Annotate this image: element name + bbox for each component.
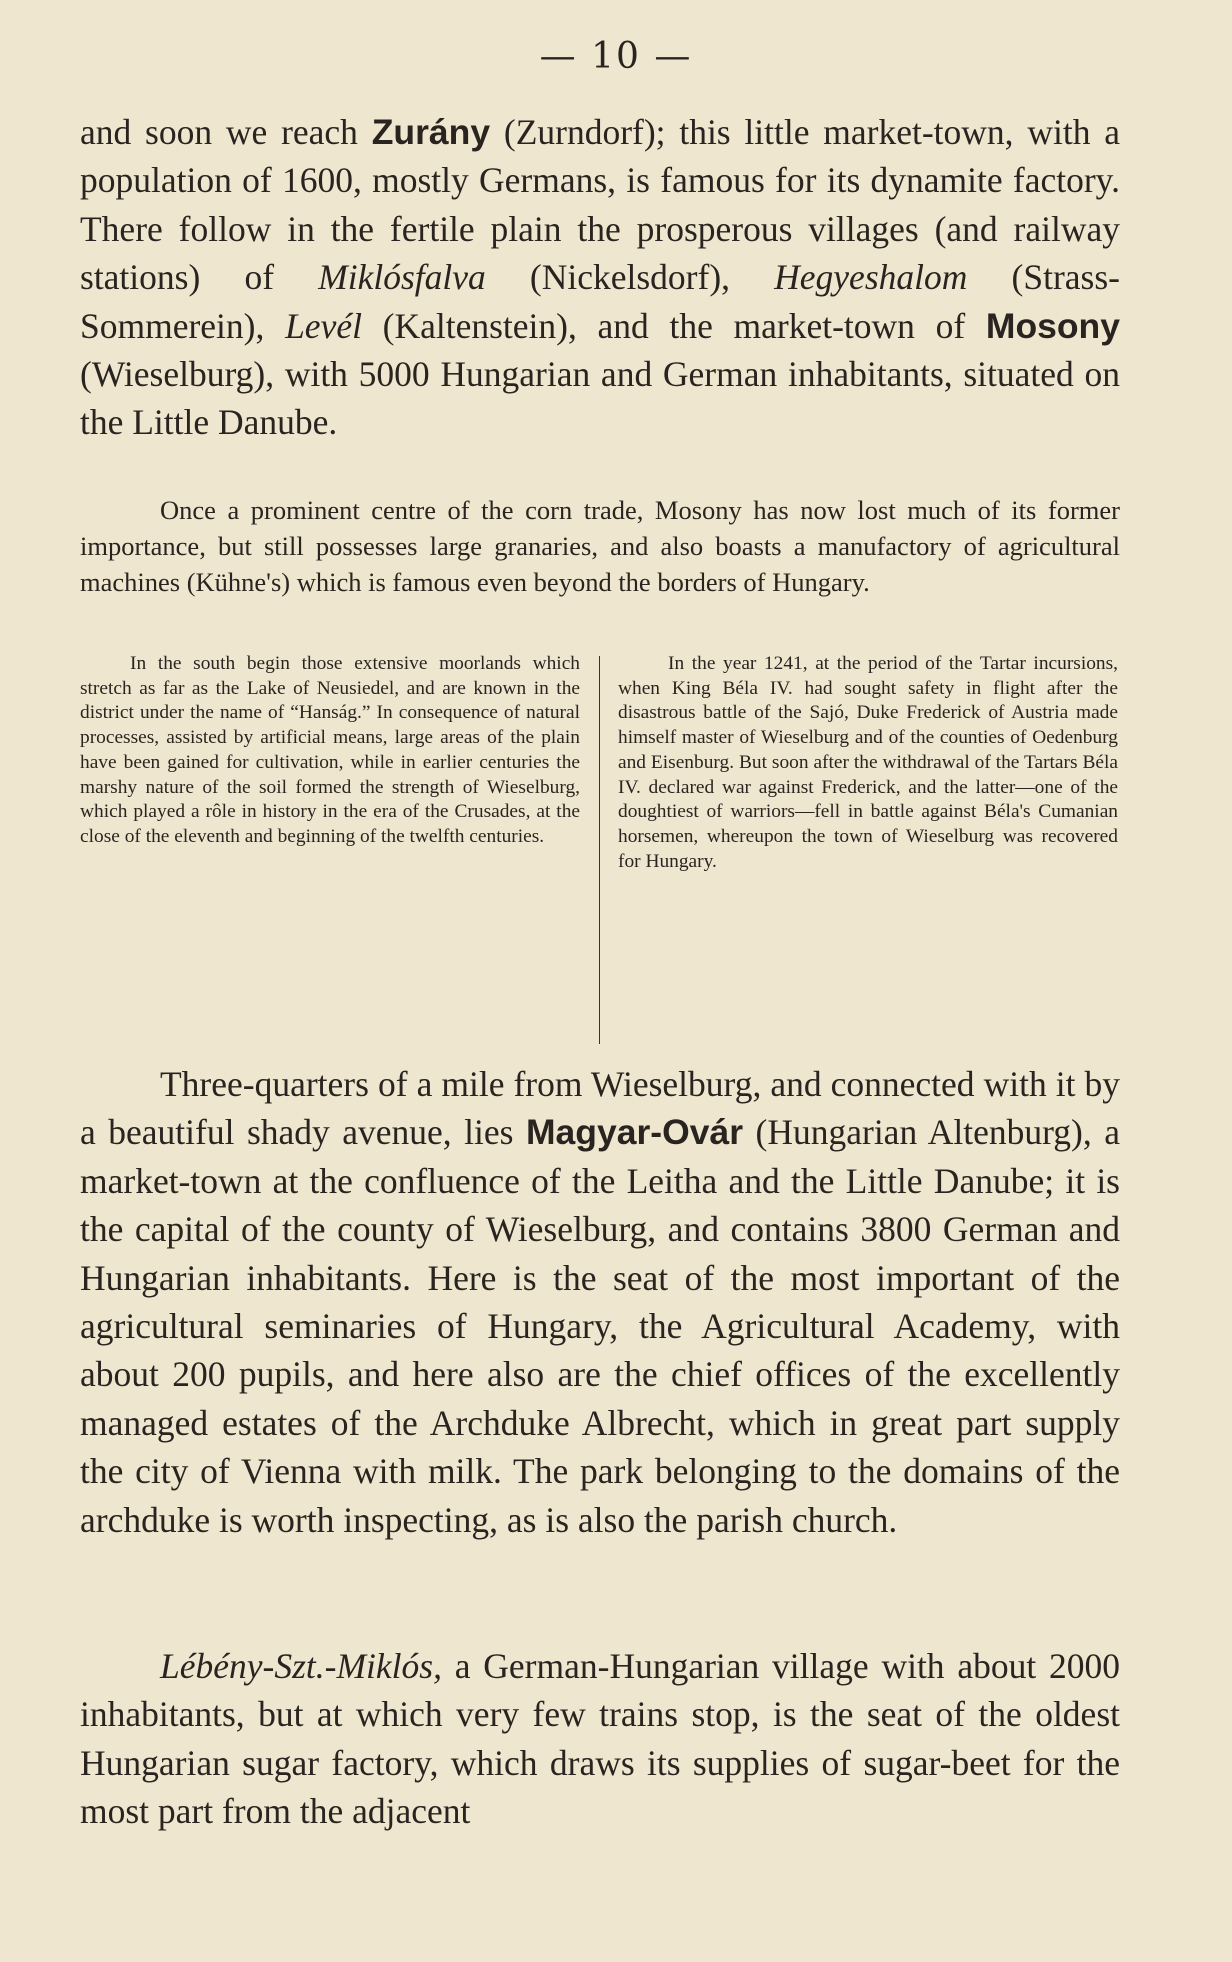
note-left-column — [80, 652, 580, 850]
two-column-notes — [80, 652, 1120, 1048]
note-tartar-incursions: In the year 1241, at the period of the Tartar incursions, when King Béla IV. had sought safety in flight after the disastrous battle of the Sajó, Duke Frederick of Austria made himself master of Wieselburg and of the counties of Oedenburg and Eisenburg. But soon after the withdrawal of the Tartars Béla IV. declared war against Frederick, and the latter—one of the doughtiest of warriors—fell in battle against Béla's Cumanian horsemen, whereupon the town of Wieselburg was recovered for Hungary. — [618, 653, 1118, 872]
paragraph-magyar-ovar — [80, 1060, 1120, 1544]
place-mosony: Mosony — [985, 305, 1120, 346]
column-divider — [599, 656, 600, 1044]
paragraph-zurany-text: and soon we reach Zurány (Zurndorf); this little market-town, with a population of 1600, mostly Germans, is famous for its dynamite factory. There follow in the fertile plain the prosperous villages (and railway stations) of Miklósfalva (Nickelsdorf), Hegyeshalom (Strass-Sommerein), Levél (Kaltenstein), and the market-town of Mosony (Wieselburg), with 5000 Hungarian and German inhabitants, situated on the Little Danube. — [80, 112, 1120, 443]
paragraph-magyar-ovar-text: Three-quarters of a mile from Wieselburg, and connected with it by a beautiful shady avenue, lies Magyar-Ovár (Hungarian Altenburg), a market-town at the confluence of the Leitha and the Little Danube; it is the capital of the county of Wieselburg, and contains 3800 German and Hungarian inhabitants. Here is the seat of the most important of the agricultural seminaries of Hungary, the Agricultural Academy, with about 200 pupils, and here also are the chief offices of the excellently managed estates of the Archduke Albrecht, which in great part supply the city of Vienna with milk. The park belonging to the domains of the archduke is worth inspecting, as is also the parish church. — [80, 1064, 1121, 1540]
place-miklosfalva: Miklósfalva — [318, 257, 486, 298]
page-number: — 10 — — [539, 36, 693, 77]
paragraph-zurany — [80, 108, 1120, 447]
paragraph-lebeny — [80, 1642, 1120, 1836]
place-lebeny: Lébény-Szt.-Miklós, — [160, 1646, 442, 1686]
place-hegyeshalom: Hegyeshalom — [774, 257, 968, 298]
place-level: Levél — [285, 305, 362, 346]
place-magyar-ovar: Magyar-Ovár — [525, 1112, 744, 1153]
place-zurany: Zurány — [371, 112, 491, 152]
paragraph-lebeny-text: Lébény-Szt.-Miklós, a German-Hungarian village with about 2000 inhabitants, but at which very few trains stop, is the seat of the oldest Hungarian sugar factory, which draws its supplies of sugar-beet for the most part from the adjacent — [80, 1646, 1120, 1832]
paragraph-mosony-text: Once a prominent centre of the corn trade, Mosony has now lost much of its former importance, but still possesses large granaries, and also boasts a manufactory of agricultural machines (Kühne's) which is famous even beyond the borders of Hungary. — [80, 495, 1120, 597]
note-right-column — [618, 652, 1118, 874]
note-hansag: In the south begin those extensive moorlands which stretch as far as the Lake of Neusiedel, and are known in the district under the name of “Hanság.” In consequence of natural processes, assisted by artificial means, large areas of the plain have been gained for cultivation, while in earlier centuries the marshy nature of the soil formed the strength of Wieselburg, which played a rôle in history in the era of the Crusades, at the close of the eleventh and beginning of the twelfth centuries. — [80, 653, 580, 847]
paragraph-mosony — [80, 492, 1120, 600]
